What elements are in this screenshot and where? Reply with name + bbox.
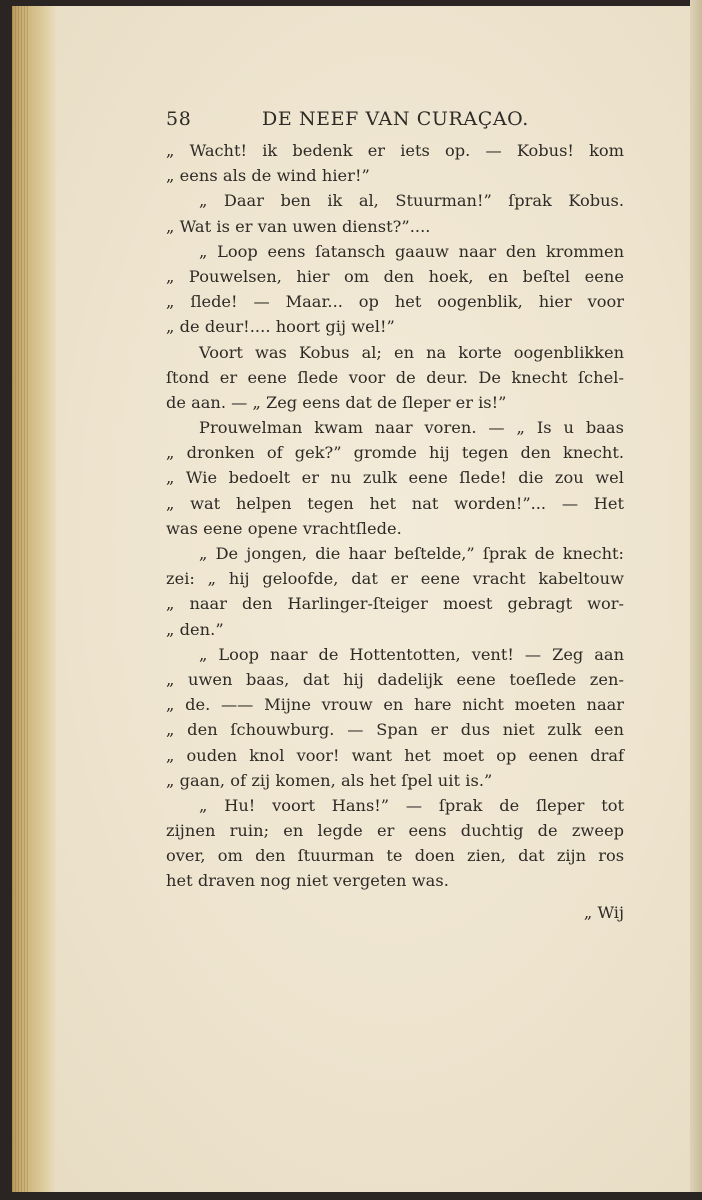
text-line: „ Wacht! ik bedenk er iets op. — Kobus! kom <box>166 141 624 160</box>
text-block <box>166 102 624 928</box>
text-line: „ den ſchouwburg. — Span er dus niet zulk een <box>166 720 624 740</box>
text-line: ſtond er eene ſlede voor de deur. De knecht ſchel- <box>166 367 624 387</box>
text-line: zei: „ hij geloofde, dat er eene vracht kabeltouw <box>166 569 624 589</box>
text-line: „ Pouwelsen, hier om den hoek, en beſtel eene <box>166 266 624 286</box>
page-number: 58 <box>166 108 192 130</box>
text-line: was eene opene vrachtſlede. <box>166 518 402 538</box>
bottom-border <box>0 1192 702 1200</box>
catchword: „ Wij <box>583 902 624 922</box>
text-line: het draven nog niet vergeten was. <box>166 871 449 891</box>
text-line: de aan. — „ Zeg eens dat de ſleper er is!” <box>166 392 507 412</box>
text-line: „ naar den Harlinger-ſteiger moest gebragt wor- <box>166 594 624 614</box>
text-line: „ Loop naar de Hottentotten, vent! — Zeg aan <box>199 644 624 664</box>
text-line: zijnen ruin; en legde er eens duchtig de zweep <box>166 821 624 841</box>
text-line: „ wat helpen tegen het nat worden!”... — Het <box>166 493 624 513</box>
text-line: „ ouden knol voor! want het moet op eenen draf <box>166 745 624 765</box>
text-line: „ Daar ben ik al, Stuurman!” ſprak Kobus. <box>199 191 624 211</box>
text-line: Voort was Kobus al; en na korte oogenblikken <box>199 342 624 362</box>
text-line: „ den.” <box>166 619 224 639</box>
text-line: „ gaan, of zij komen, als het ſpel uit is.” <box>166 770 493 790</box>
text-line: „ Hu! voort Hans!” — ſprak de ſleper tot <box>199 795 624 815</box>
text-line: over, om den ſtuurman te doen zien, dat zijn ros <box>166 846 624 866</box>
text-line: „ uwen baas, dat hij dadelijk eene toeſlede zen- <box>166 669 624 689</box>
text-line: „ eens als de wind hier!” <box>166 166 370 186</box>
text-line: „ Loop eens ſatansch gaauw naar den krommen <box>199 241 624 261</box>
body-text <box>166 138 624 894</box>
text-line: „ de deur!.... hoort gij wel!” <box>166 317 395 337</box>
page-header <box>166 102 624 138</box>
running-head: DE NEEF VAN CURAÇAO. <box>262 108 529 130</box>
text-line: „ de. —— Mijne vrouw en hare nicht moeten naar <box>166 695 624 715</box>
text-line: „ Wie bedoelt er nu zulk eene ſlede! die zou wel <box>166 468 624 488</box>
text-line: „ De jongen, die haar beſtelde,” ſprak de knecht: <box>199 544 624 563</box>
text-line: „ Wat is er van uwen dienst?”.... <box>166 216 431 236</box>
right-page-edge <box>690 0 702 1200</box>
text-line: „ ſlede! — Maar... op het oogenblik, hier voor <box>166 292 624 312</box>
text-line: „ dronken of gek?” gromde hij tegen den knecht. <box>166 443 624 463</box>
text-line: Prouwelman kwam naar voren. — „ Is u baas <box>199 418 624 438</box>
page-stack-edge <box>12 6 56 1192</box>
